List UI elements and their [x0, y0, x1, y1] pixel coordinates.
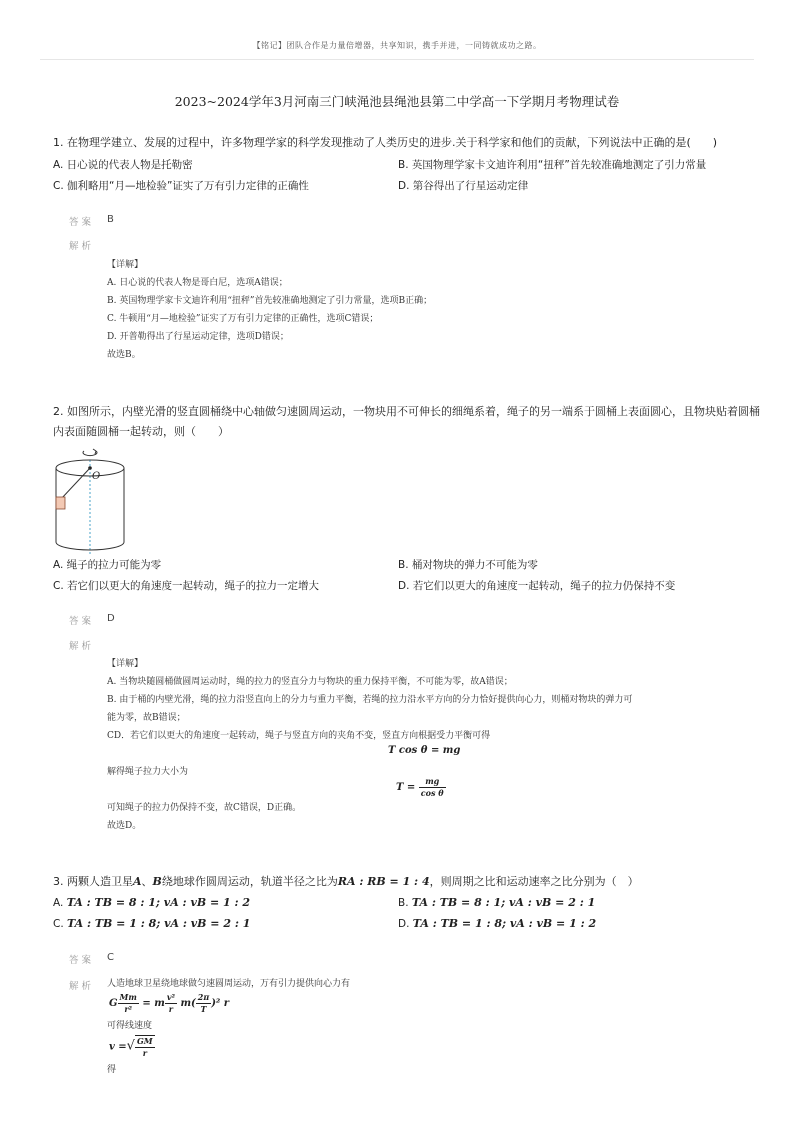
q1-explain-line: B. 英国物理学家卡文迪许利用“扭秤”首先较准确地测定了引力常量，选项B正确； [107, 296, 433, 306]
q3-analysis-label: 解析 [69, 981, 95, 992]
q1-explain-line: 故选B。 [107, 350, 141, 360]
q2-equation-1: T cos θ = mg [388, 745, 461, 756]
q2-option-a[interactable]: A. 绳子的拉力可能为零 [53, 559, 162, 571]
q2-analysis-label: 解析 [69, 641, 95, 652]
q1-answer-value: B [107, 214, 114, 225]
q1-analysis-label: 解析 [69, 241, 95, 252]
q2-explain-line: CD．若它们以更大的角速度一起转动，绳子与竖直方向的夹角不变，竖直方向根据受力平衡可得 [107, 731, 491, 741]
q3-formula-velocity: v =√ $\frac{GM}{r}$ [109, 1036, 153, 1058]
q2-explain-line: A. 当物块随圆桶做圆周运动时，绳的拉力的竖直分力与物块的重力保持平衡，不可能为零，故A错误； [107, 677, 513, 687]
header-note: 【铭记】团队合作是力量倍增器，共享知识，携手并进，一同铸就成功之路。 [252, 41, 542, 50]
q2-answer-label: 答案 [69, 616, 95, 627]
rotating-cylinder-figure [50, 444, 140, 556]
q2-explain-line: B. 由于桶的内壁光滑，绳的拉力沿竖直向上的分力与重力平衡，若绳的拉力沿水平方向的分力恰好提供向心力，则桶对物块的弹力可 [107, 695, 633, 705]
q1-option-d[interactable]: D. 第谷得出了行星运动定律 [398, 180, 529, 192]
header-divider [40, 59, 754, 60]
q3-explain-line: 可得线速度 [107, 1021, 153, 1031]
question-2-stem: 2. 如图所示，内壁光滑的竖直圆桶绕中心轴做匀速圆周运动，一物块用不可伸长的细绳系着，绳子的另一端系于圆桶上表面圆心，且物块贴着圆桶内表面随圆桶一起转动，则（ ） [53, 405, 760, 438]
block [56, 497, 65, 509]
q2-option-d[interactable]: D. 若它们以更大的角速度一起转动，绳子的拉力仍保持不变 [398, 580, 676, 592]
rope [61, 468, 90, 499]
q1-answer-label: 答案 [69, 217, 95, 228]
q3-explain-line: 得 [107, 1065, 117, 1075]
q2-equation-2: T = $\frac{mg}{\text{cos θ}}$ [396, 776, 444, 798]
q2-explain-line: 解得绳子拉力大小为 [107, 767, 189, 777]
q2-answer-value: D [107, 613, 115, 624]
q3-option-a[interactable]: A. TA : TB = 8 : 1; vA : vB = 1 : 2 [53, 896, 251, 909]
page-title: 2023~2024学年3月河南三门峡渑池县绳池县第二中学高一下学期月考物理试卷 [174, 94, 620, 109]
q2-explain-line: 能为零，故B错误； [107, 713, 186, 723]
q3-explain-line: 人造地球卫星绕地球做匀速圆周运动，万有引力提供向心力有 [107, 979, 351, 989]
q2-explain-line: 故选D。 [107, 821, 142, 831]
q3-answer-label: 答案 [69, 955, 95, 966]
q1-option-b[interactable]: B. 英国物理学家卡文迪许利用“扭秤”首先较准确地测定了引力常量 [398, 159, 707, 171]
q3-option-b[interactable]: B. TA : TB = 8 : 1; vA : vB = 2 : 1 [398, 896, 596, 909]
q3-option-d[interactable]: D. TA : TB = 1 : 8; vA : vB = 1 : 2 [398, 917, 597, 930]
q2-option-b[interactable]: B. 桶对物块的弹力不可能为零 [398, 559, 538, 571]
question-1-stem: 1. 在物理学建立、发展的过程中，许多物理学家的科学发现推动了人类历史的进步.关于科学家和他们的贡献，下列说法中正确的是( ) [53, 136, 718, 149]
q1-explain-line: A. 日心说的代表人物是哥白尼，选项A错误； [107, 278, 288, 288]
question-3-stem: 3. 两颗人造卫星A、B绕地球作圆周运动，轨道半径之比为RA : RB = 1 : 4，则周期之比和运动速率之比分别为（ ） [53, 875, 639, 888]
q3-answer-value: C [107, 952, 114, 963]
q3-option-c[interactable]: C. TA : TB = 1 : 8; vA : vB = 2 : 1 [53, 917, 251, 930]
q2-option-c[interactable]: C. 若它们以更大的角速度一起转动，绳子的拉力一定增大 [53, 580, 320, 592]
q2-explain-line: 可知绳子的拉力仍保持不变，故C错误，D正确。 [107, 803, 302, 813]
q2-detail-label: 【详解】 [107, 659, 144, 669]
q1-option-a[interactable]: A. 日心说的代表人物是托勒密 [53, 159, 193, 171]
q1-option-c[interactable]: C. 伽利略用“月—地检验”证实了万有引力定律的正确性 [53, 180, 309, 192]
q1-detail-label: 【详解】 [107, 260, 144, 270]
q3-formula-gravity: G $\frac{Mm}{\text{r²}}$ = m $\frac{\text{v²}}{r}$ m( $\frac{2\pi}{T}$ )² r [109, 992, 230, 1014]
q1-explain-line: C. 牛顿用“月—地检验”证实了万有引力定律的正确性，选项C错误； [107, 314, 379, 324]
center-label: O [92, 471, 101, 482]
q1-explain-line: D. 开普勒得出了行星运动定律，选项D错误； [107, 332, 289, 342]
